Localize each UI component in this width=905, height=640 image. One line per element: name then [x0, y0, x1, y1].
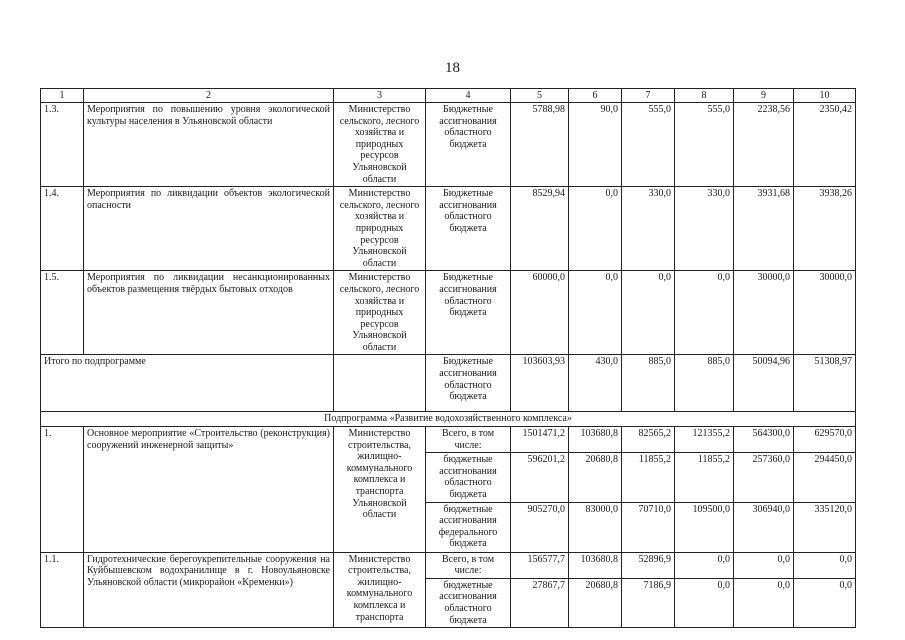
value-cell: 90,0 [569, 103, 622, 187]
value-cell: 70710,0 [622, 502, 675, 552]
funding-source: Бюджетные ассигнования областного бюджета [426, 103, 511, 187]
value-cell: 0,0 [569, 271, 622, 355]
funding-source: Всего, в том числе: [426, 552, 511, 578]
subtotal-label: Итого по подпрограмме [41, 355, 334, 412]
value-cell: 0,0 [675, 552, 734, 578]
section-heading-row [41, 412, 856, 427]
row-number: 1.5. [41, 271, 84, 355]
value-cell: 905270,0 [511, 502, 569, 552]
value-cell: 306940,0 [734, 502, 794, 552]
value-cell: 0,0 [794, 578, 856, 627]
header-cell: 4 [426, 89, 511, 103]
value-cell: 0,0 [734, 578, 794, 627]
funding-source: бюджетные ассигнования областного бюджета [426, 453, 511, 502]
value-cell: 0,0 [734, 552, 794, 578]
value-cell: 0,0 [675, 271, 734, 355]
value-cell: 2350,42 [794, 103, 856, 187]
header-cell: 8 [675, 89, 734, 103]
value-cell: 555,0 [622, 103, 675, 187]
header-cell: 1 [41, 89, 84, 103]
table-row [41, 187, 856, 271]
measure-name: Мероприятия по ликвидации несанкционированных объектов размещения твёрдых бытовых отходов [84, 271, 334, 355]
measure-name: Мероприятия по ликвидации объектов экологической опасности [84, 187, 334, 271]
value-cell: 3938,26 [794, 187, 856, 271]
value-cell: 0,0 [675, 578, 734, 627]
subtotal-row [41, 355, 856, 412]
table-row [41, 427, 856, 453]
value-cell: 885,0 [622, 355, 675, 412]
value-cell: 156577,7 [511, 552, 569, 578]
header-cell: 10 [794, 89, 856, 103]
value-cell: 0,0 [569, 187, 622, 271]
value-cell: 11855,2 [622, 453, 675, 502]
table-row [41, 103, 856, 187]
value-cell: 2238,56 [734, 103, 794, 187]
value-cell: 52896,9 [622, 552, 675, 578]
value-cell: 27867,7 [511, 578, 569, 627]
page-number: 18 [445, 60, 460, 76]
funding-source: Бюджетные ассигнования областного бюджета [426, 355, 511, 412]
table-row [41, 552, 856, 578]
value-cell: 629570,0 [794, 427, 856, 453]
executor: Министерство строительства, жилищно-коммунального комплекса и транспорта Ульяновской области [334, 427, 426, 553]
value-cell: 121355,2 [675, 427, 734, 453]
value-cell: 294450,0 [794, 453, 856, 502]
executor: Министерство сельского, лесного хозяйства и природных ресурсов Ульяновской области [334, 271, 426, 355]
table-header-row [41, 89, 856, 103]
value-cell: 257360,0 [734, 453, 794, 502]
row-number: 1.3. [41, 103, 84, 187]
header-cell: 7 [622, 89, 675, 103]
value-cell: 109500,0 [675, 502, 734, 552]
measure-name: Мероприятия по повышению уровня экологической культуры населения в Ульяновской области [84, 103, 334, 187]
value-cell: 330,0 [622, 187, 675, 271]
funding-source: бюджетные ассигнования областного бюджета [426, 578, 511, 627]
value-cell: 885,0 [675, 355, 734, 412]
value-cell: 11855,2 [675, 453, 734, 502]
value-cell: 8529,94 [511, 187, 569, 271]
value-cell: 0,0 [622, 271, 675, 355]
row-number: 1.4. [41, 187, 84, 271]
budget-table [40, 88, 856, 628]
row-number: 1. [41, 427, 84, 553]
table-row [41, 271, 856, 355]
value-cell: 20680,8 [569, 453, 622, 502]
funding-source: Бюджетные ассигнования областного бюджета [426, 271, 511, 355]
value-cell: 0,0 [794, 552, 856, 578]
value-cell: 83000,0 [569, 502, 622, 552]
executor: Министерство сельского, лесного хозяйства и природных ресурсов Ульяновской области [334, 187, 426, 271]
value-cell: 1501471,2 [511, 427, 569, 453]
value-cell: 5788,98 [511, 103, 569, 187]
measure-name: Основное мероприятие «Строительство (реконструкция) сооружений инженерной защиты» [84, 427, 334, 553]
funding-source: Бюджетные ассигнования областного бюджета [426, 187, 511, 271]
executor: Министерство сельского, лесного хозяйства и природных ресурсов Ульяновской области [334, 103, 426, 187]
section-title: Подпрограмма «Развитие водохозяйственного комплекса» [41, 412, 856, 427]
funding-source: Всего, в том числе: [426, 427, 511, 453]
value-cell: 564300,0 [734, 427, 794, 453]
value-cell: 330,0 [675, 187, 734, 271]
value-cell: 335120,0 [794, 502, 856, 552]
empty-cell [334, 355, 426, 412]
value-cell: 51308,97 [794, 355, 856, 412]
value-cell: 103680,8 [569, 427, 622, 453]
value-cell: 7186,9 [622, 578, 675, 627]
value-cell: 555,0 [675, 103, 734, 187]
row-number: 1.1. [41, 552, 84, 628]
header-cell: 5 [511, 89, 569, 103]
value-cell: 3931,68 [734, 187, 794, 271]
header-cell: 9 [734, 89, 794, 103]
header-cell: 6 [569, 89, 622, 103]
value-cell: 82565,2 [622, 427, 675, 453]
value-cell: 103603,93 [511, 355, 569, 412]
value-cell: 103680,8 [569, 552, 622, 578]
value-cell: 60000,0 [511, 271, 569, 355]
value-cell: 430,0 [569, 355, 622, 412]
header-cell: 3 [334, 89, 426, 103]
header-cell: 2 [84, 89, 334, 103]
value-cell: 20680,8 [569, 578, 622, 627]
funding-source: бюджетные ассигнования федерального бюджета [426, 502, 511, 552]
value-cell: 30000,0 [794, 271, 856, 355]
executor: Министерство строительства, жилищно-коммунального комплекса и транспорта [334, 552, 426, 628]
value-cell: 596201,2 [511, 453, 569, 502]
value-cell: 50094,96 [734, 355, 794, 412]
measure-name: Гидротехнические берегоукрепительные сооружения на Куйбышевском водохранилище в г. Новоульяновске Ульяновской области (микрорайон «Кременки») [84, 552, 334, 628]
value-cell: 30000,0 [734, 271, 794, 355]
